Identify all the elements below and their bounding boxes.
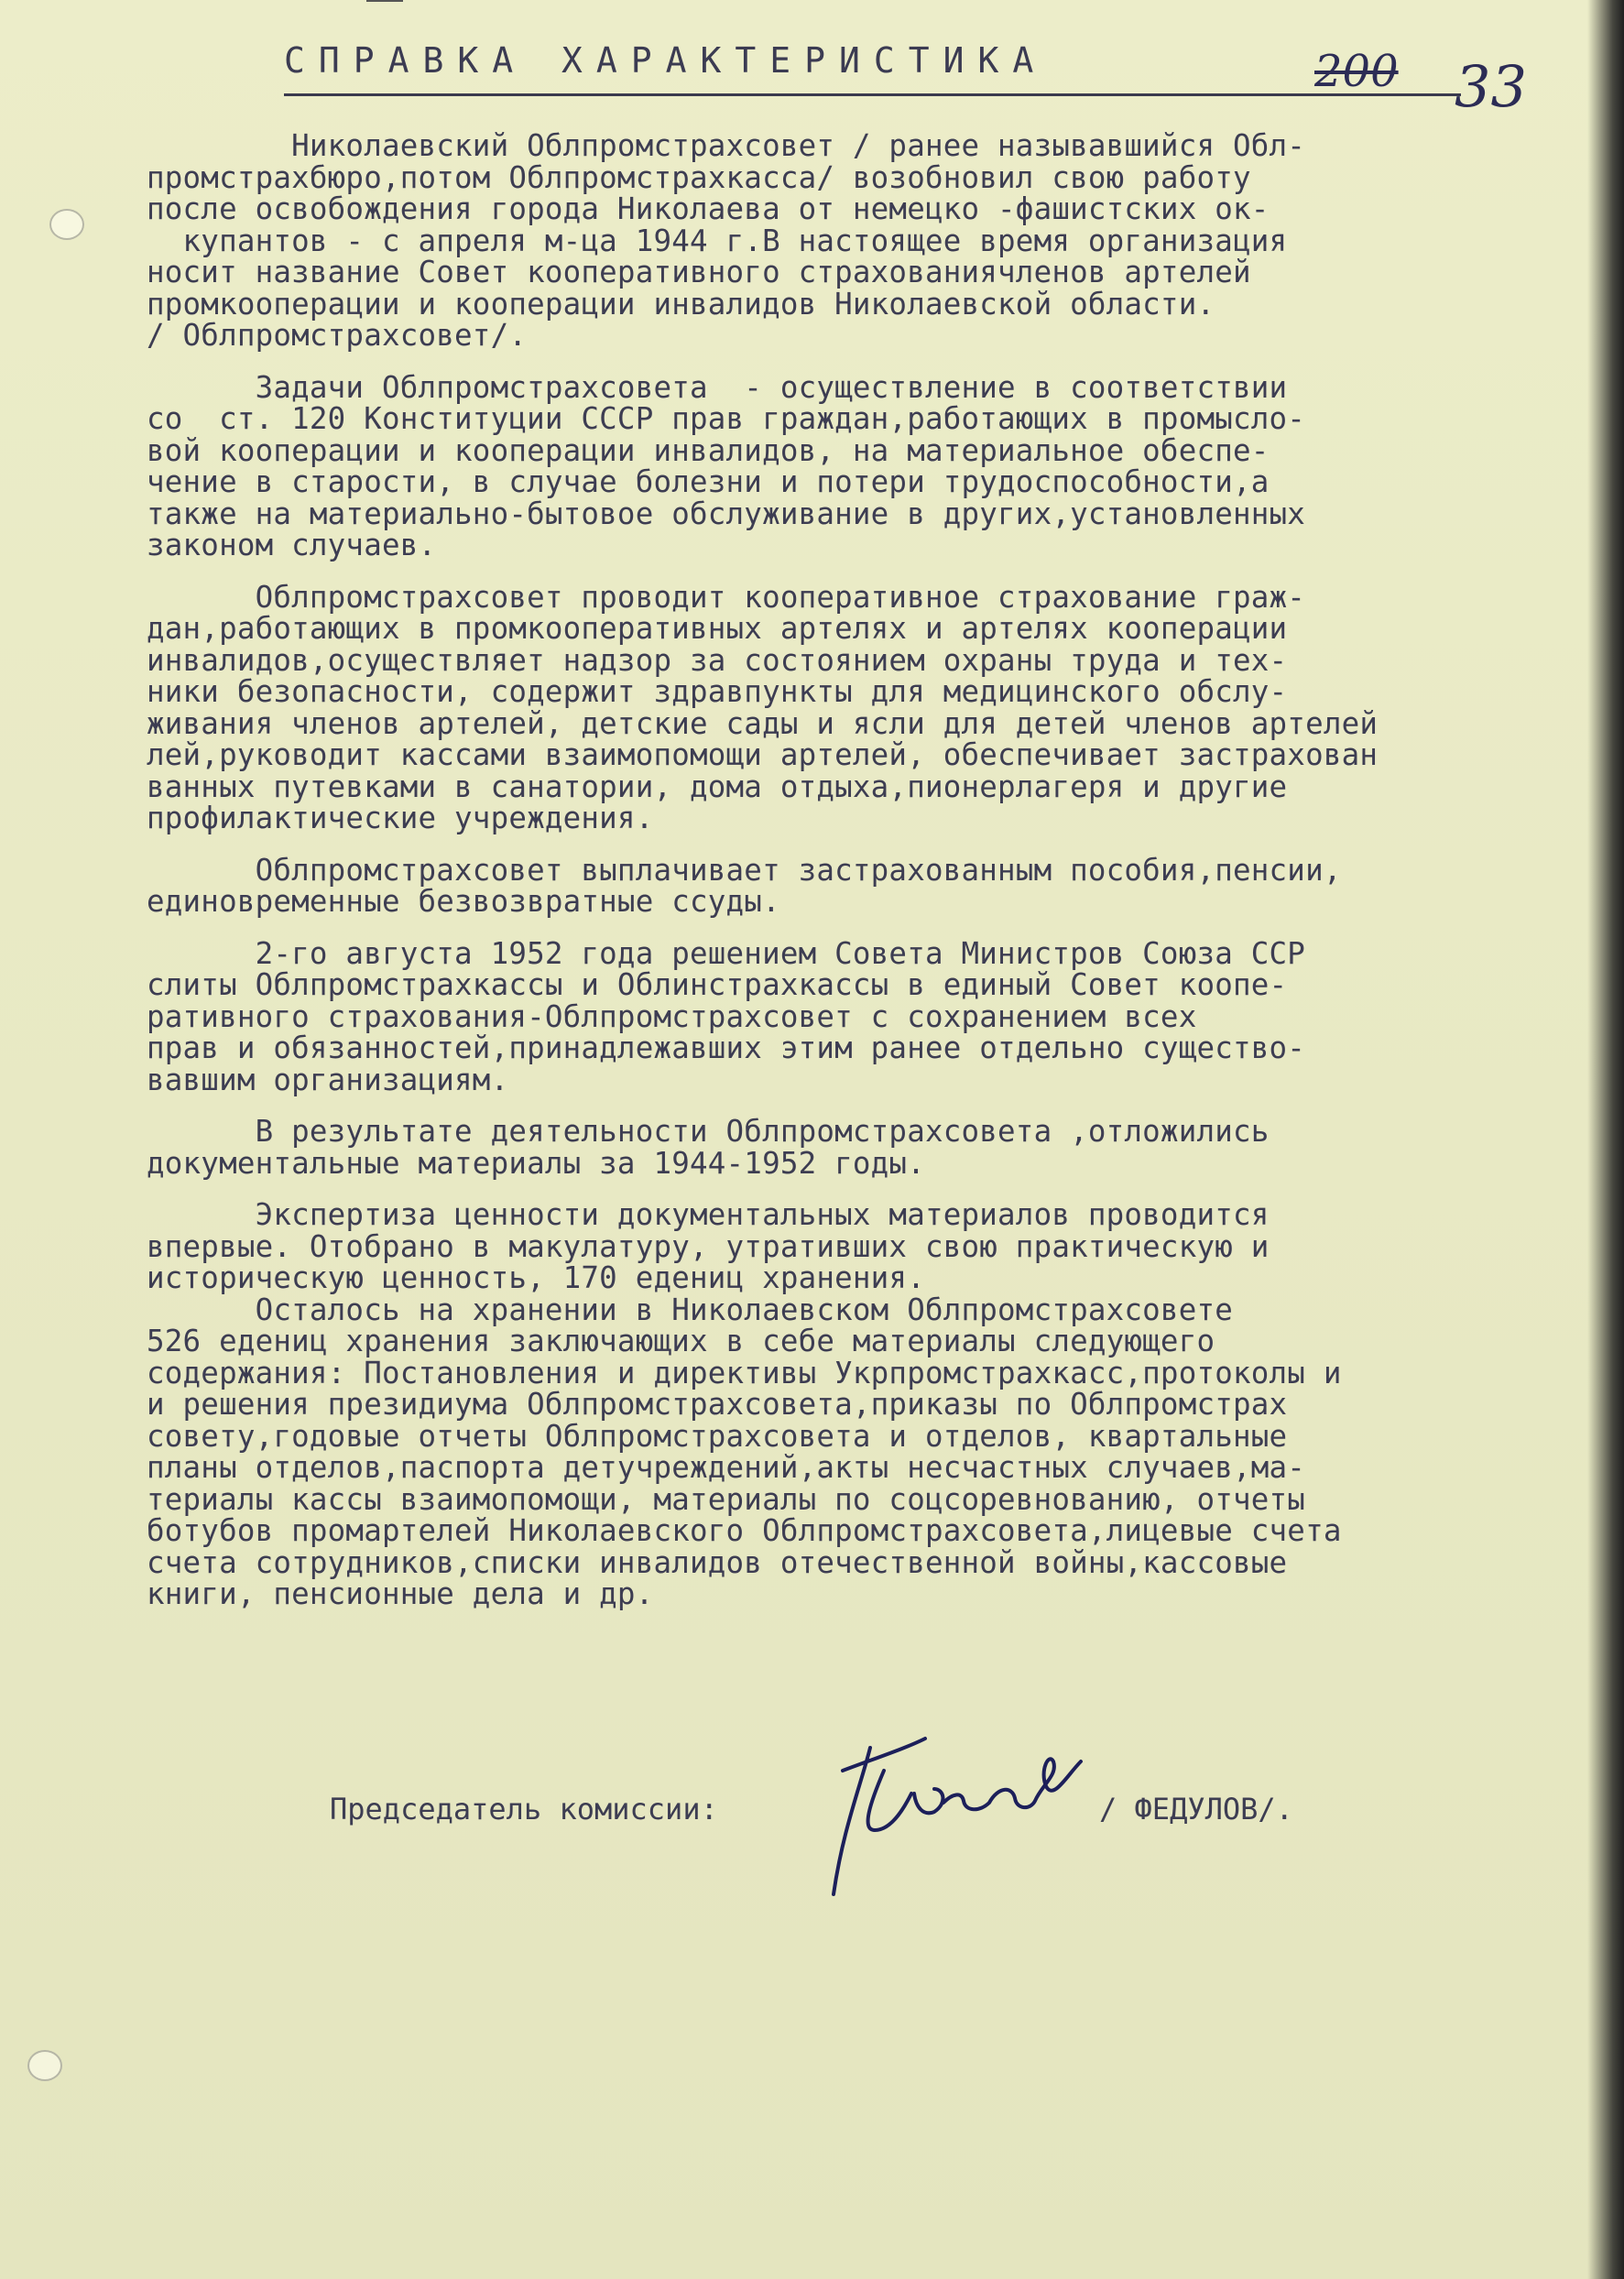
signature-label: Председатель комиссии: — [330, 1792, 718, 1826]
text-line: Задачи Облпромстрахсовета - осуществление в соответствии — [147, 369, 1288, 405]
paragraph-5 — [147, 935, 1575, 1097]
text-line: единовременные безвозвратные ссуды. — [147, 884, 780, 919]
paragraph-2 — [147, 369, 1575, 562]
text-line: планы отделов,паспорта детучреждений,акты несчастных случаев,ма- — [147, 1450, 1306, 1485]
text-line: историческую ценность, 170 едениц хранения. — [147, 1260, 925, 1295]
handwritten-signature — [806, 1684, 1099, 1903]
text-line: чение в старости, в случае болезни и потери трудоспособности,а — [147, 464, 1270, 499]
text-line: совету,годовые отчеты Облпромстрахсовета и отделов, квартальные — [147, 1418, 1288, 1454]
text-line: прав и обязанностей,принадлежавших этим ранее отдельно существо- — [147, 1030, 1306, 1065]
text-line: вавшим организациям. — [147, 1062, 509, 1097]
paragraph-1 — [147, 130, 1575, 352]
punch-hole-top — [49, 209, 84, 240]
text-line: со ст. 120 Конституции СССР прав граждан,работающих в промысло- — [147, 401, 1306, 436]
text-line: промкооперации и кооперации инвалидов Николаевской области. — [147, 286, 1215, 322]
text-line: впервые. Отобрано в макулатуру, утративших свою практическую и — [147, 1228, 1270, 1264]
text-line: Экспертиза ценности документальных материалов проводится — [147, 1197, 1270, 1232]
document-body — [147, 130, 1575, 1630]
paragraph-7 — [147, 1199, 1575, 1610]
text-line: дан,работающих в промкооперативных артелях и артелях кооперации — [147, 611, 1288, 646]
text-line: Облпромстрахсовет выплачивает застрахованным пособия,пенсии, — [147, 852, 1342, 888]
text-line: ванных путевками в санатории, дома отдыха,пионерлагеря и другие — [147, 769, 1288, 804]
text-line: 526 едениц хранения заключающих в себе материалы следующего — [147, 1324, 1215, 1358]
text-line: носит название Совет кооперативного страхованиячленов артелей — [147, 255, 1251, 289]
paragraph-6 — [147, 1116, 1575, 1179]
text-line: счета сотрудников,списки инвалидов отечественной войны,кассовые — [147, 1544, 1288, 1580]
text-line: ники безопасности, содержит здравпункты для медицинского обслу- — [147, 674, 1288, 709]
text-line: профилактические учреждения. — [147, 801, 654, 835]
text-line: живания членов артелей, детские сады и ясли для детей членов артелей — [147, 705, 1379, 741]
text-line: ративного страхования-Облпромстрахсовет с сохранением всех — [147, 998, 1197, 1034]
paragraph-3 — [147, 579, 1575, 835]
text-line: териалы кассы взаимопомощи, материалы по соцсоревнованию, отчеты — [147, 1481, 1306, 1517]
text-line: лей,руководит кассами взаимопомощи артелей, обеспечивает застрахован — [147, 737, 1379, 772]
text-line: после освобождения города Николаева от немецко -фашистских ок- — [147, 191, 1270, 226]
text-line: документальные материалы за 1944-1952 годы. — [147, 1145, 925, 1181]
page-number: 33 — [1455, 53, 1527, 120]
text-line: 2-го августа 1952 года решением Совета Министров Союза ССР — [147, 935, 1306, 971]
document-title: СПРАВКА ХАРАКТЕРИСТИКА — [284, 40, 1048, 81]
text-line: книги, пенсионные дела и др. — [147, 1576, 654, 1611]
text-line: Осталось на хранении в Николаевском Облпромстрахсовете — [147, 1292, 1233, 1327]
text-line: вой кооперации и кооперации инвалидов, на материальное обеспе- — [147, 432, 1270, 468]
old-page-number: 200 — [1314, 46, 1399, 97]
title-block — [284, 40, 1461, 81]
text-line: и решения президиума Облпромстрахсовета,приказы по Облпромстрах — [147, 1387, 1288, 1422]
signatory-name: / ФЕДУЛОВ/. — [1099, 1792, 1293, 1826]
text-line: Николаевский Облпромстрахсовет / ранее называвшийся Обл- — [147, 128, 1306, 163]
title-underline — [284, 93, 1461, 96]
text-line: / Облпромстрахсовет/. — [147, 318, 528, 353]
text-line: купантов - с апреля м-ца 1944 г.В настоящее время организация — [147, 223, 1288, 258]
text-line: слиты Облпромстрахкассы и Облинстрахкассы в единый Совет коопе- — [147, 967, 1288, 1002]
text-line: содержания: Постановления и директивы Укрпромстрахкасс,протоколы и — [147, 1355, 1342, 1390]
text-line: промстрахбюро,потом Облпромстрахкасса/ возобновил свою работу — [147, 159, 1251, 195]
text-line: ботубов промартелей Николаевского Облпромстрахсовета,лицевые счета — [147, 1513, 1342, 1548]
corner-mark — [366, 0, 403, 7]
paragraph-4 — [147, 852, 1575, 919]
text-line: также на материально-бытовое обслуживание в других,установленных — [147, 496, 1306, 531]
text-line: В результате деятельности Облпромстрахсовета ,отложились — [147, 1114, 1270, 1149]
text-line: инвалидов,осуществляет надзор за состоянием охраны труда и тех- — [147, 642, 1288, 678]
signature-block — [330, 1784, 1429, 1913]
punch-hole-bottom — [27, 2050, 62, 2081]
text-line: законом случаев. — [147, 528, 437, 562]
text-line: Облпромстрахсовет проводит кооперативное страхование граж- — [147, 579, 1306, 615]
